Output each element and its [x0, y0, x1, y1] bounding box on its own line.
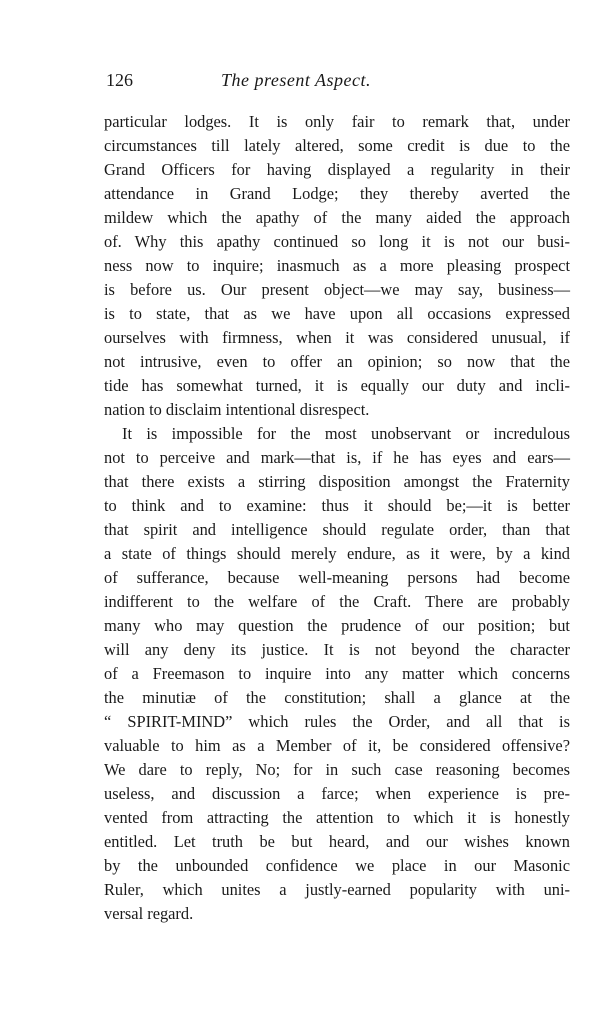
text-line: the minutiæ of the constitution; shall a glance at the	[104, 688, 570, 707]
text-line: a state of things should merely endure, as it were, by a kind	[104, 544, 570, 563]
text-line: many who may question the prudence of our position; but	[104, 616, 570, 635]
text-line: entitled. Let truth be but heard, and our wishes known	[104, 832, 570, 851]
text-line: of sufferance, because well-meaning persons had become	[104, 568, 570, 587]
text-line: of a Freemason to inquire into any matter which concerns	[104, 664, 570, 683]
text-line: particular lodges. It is only fair to remark that, under	[104, 112, 570, 131]
text-line: mildew which the apathy of the many aided the approach	[104, 208, 570, 227]
text-line: Grand Officers for having displayed a regularity in their	[104, 160, 570, 179]
text-line: “ SPIRIT-MIND” which rules the Order, and all that is	[104, 712, 570, 731]
text-line: is to state, that as we have upon all occasions expressed	[104, 304, 570, 323]
text-line: useless, and discussion a farce; when experience is pre-	[104, 784, 570, 803]
page-number: 126	[106, 70, 133, 90]
text-line: ness now to inquire; inasmuch as a more pleasing prospect	[104, 256, 570, 275]
running-head	[106, 70, 570, 94]
body-text	[104, 110, 570, 926]
text-line: not to perceive and mark—that is, if he has eyes and ears—	[104, 448, 570, 467]
text-line: indifferent to the welfare of the Craft. There are probably	[104, 592, 570, 611]
text-line: We dare to reply, No; for in such case reasoning becomes	[104, 760, 570, 779]
text-line: versal regard.	[104, 904, 194, 923]
text-line: that spirit and intelligence should regulate order, than that	[104, 520, 570, 539]
text-line: tide has somewhat turned, it is equally our duty and incli-	[104, 376, 570, 395]
text-line: attendance in Grand Lodge; they thereby averted the	[104, 184, 570, 203]
text-line: that there exists a stirring disposition amongst the Fraternity	[104, 472, 570, 491]
running-title: The present Aspect.	[221, 70, 371, 90]
text-line: of. Why this apathy continued so long it is not our busi-	[104, 232, 570, 251]
text-line: nation to disclaim intentional disrespect.	[104, 400, 370, 419]
text-line: will any deny its justice. It is not beyond the character	[104, 640, 570, 659]
text-line: not intrusive, even to offer an opinion; so now that the	[104, 352, 570, 371]
text-line: ourselves with firmness, when it was considered unusual, if	[104, 328, 570, 347]
text-line: by the unbounded confidence we place in our Masonic	[104, 856, 570, 875]
text-line: is before us. Our present object—we may say, business—	[104, 280, 570, 299]
text-line: vented from attracting the attention to which it is honestly	[104, 808, 570, 827]
text-line: It is impossible for the most unobservant or incredulous	[122, 424, 570, 443]
text-line: circumstances till lately altered, some credit is due to the	[104, 136, 570, 155]
text-line: to think and to examine: thus it should be;—it is better	[104, 496, 570, 515]
text-line: valuable to him as a Member of it, be considered offensive?	[104, 736, 570, 755]
text-line: Ruler, which unites a justly-earned popularity with uni-	[104, 880, 570, 899]
